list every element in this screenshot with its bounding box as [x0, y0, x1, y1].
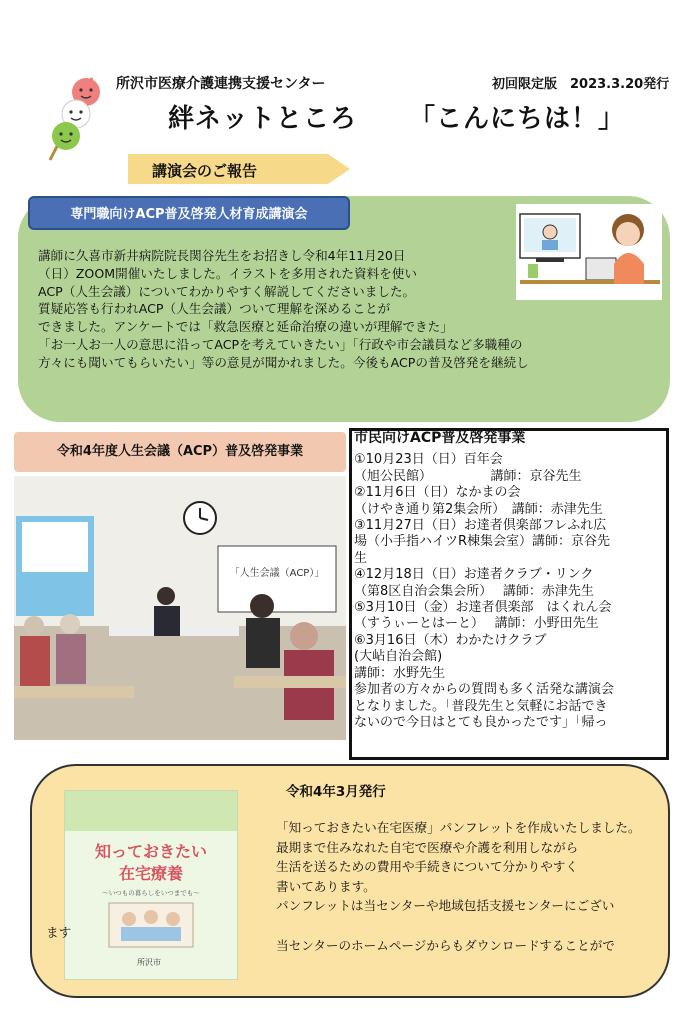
- text-line: 書いてあります。: [276, 878, 376, 894]
- text-line: 場（小手指ハイツR棟集会室）講師：京谷先: [354, 534, 611, 550]
- professional-seminar-body: [38, 247, 668, 372]
- text-line: ④12月18日（日）お達者クラブ・リンク: [354, 567, 594, 583]
- title-right: 「こんにちは！」: [409, 104, 626, 134]
- text-line: （旭公民館） 講師：京谷先生: [354, 468, 582, 484]
- text-line: 「お一人お一人の意思に沿ってACPを考えていきたい」「行政や市会議員など多職種の: [38, 336, 523, 352]
- report-heading: [128, 154, 350, 184]
- pamphlet-body: [276, 818, 676, 955]
- screen-text: 「人生会議（ACP）」: [229, 568, 325, 579]
- text-line: 最期まで住みなれた自宅で医療や介護を利用しながら: [276, 839, 579, 855]
- pamphlet-date: 令和4年3月発行: [286, 784, 386, 800]
- citizen-acp-body: [354, 430, 672, 731]
- text-line: ないので今日はとても良かったです」「帰っ: [354, 714, 608, 730]
- text-line: [276, 916, 676, 936]
- text-line: （けやき通り第2集会所） 講師：赤津先生: [354, 501, 603, 517]
- text-line: ⑤3月10日（金）お達者倶楽部 はくれん会: [354, 600, 612, 616]
- text-line: ACP（人生会議）についてわかりやすく解説してくださいました。: [38, 283, 416, 299]
- text-line: 生: [354, 550, 368, 566]
- newsletter-title: [168, 98, 625, 135]
- text-line: となりました。「普段先生と気軽にお話でき: [354, 698, 608, 714]
- text-line: できました。アンケートでは「救急医療と延命治療の違いが理解できた」: [38, 319, 453, 335]
- text-line: 生活を送るための費用や手続きについて分かりやすく: [276, 859, 578, 875]
- text-line: 「知っておきたい在宅医療」パンフレットを作成いたしました。: [276, 820, 641, 835]
- text-line: 講師に久喜市新井病院院長関谷先生をお招きし令和4年11月20日: [38, 248, 406, 263]
- citizen-acp-title: 市民向けACP普及啓発事業: [354, 430, 526, 446]
- dango-logo-icon: [40, 72, 110, 164]
- text-line: 質疑応答も行われACP（人生会議）ついて理解を深めることが: [38, 301, 391, 317]
- booklet-subtitle: ～いつもの暮らしをいつまでも～: [102, 889, 200, 897]
- text-line: （すうぃーとはーと） 講師：小野田先生: [354, 616, 599, 632]
- truncated-text: ます: [46, 925, 72, 940]
- text-line: 参加者の方々からの質問も多く活発な講演会: [354, 682, 615, 698]
- booklet-title-line1: 知っておきたい: [94, 842, 208, 861]
- text-line: パンフレットは当センターや地域包括支援センターにござい: [276, 898, 615, 914]
- report-heading-text: 講演会のご報告: [152, 162, 258, 180]
- text-line: 当センターのホームページからもダウンロードすることがで: [276, 937, 615, 953]
- text-line: ③11月27日（日）お達者倶楽部フレふれ広: [354, 518, 607, 534]
- title-left: 絆ネットところ: [168, 104, 358, 134]
- text-line: （第8区自治会集会所） 講師：赤津先生: [354, 583, 594, 599]
- text-line: 方々にも聞いてもらいたい」等の意見が聞かれました。今後もACPの普及啓発を継続し: [38, 354, 529, 370]
- organization-name: 所沢市医療介護連携支援センター: [116, 76, 326, 92]
- text-line: ①10月23日（日）百年会: [354, 452, 503, 468]
- acp-project-tag: 令和4年度人生会議（ACP）普及啓発事業: [14, 432, 346, 472]
- booklet-city: 所沢市: [137, 958, 161, 967]
- booklet-title-line2: 在宅療養: [118, 864, 184, 883]
- seminar-photo: [14, 476, 346, 740]
- edition-date: 初回限定版 2023.3.20発行: [492, 77, 670, 92]
- professional-seminar-tag: 専門職向けACP普及啓発人材育成講演会: [28, 196, 350, 230]
- booklet-cover: [64, 790, 238, 980]
- text-line: ②11月6日（日）なかまの会: [354, 485, 521, 501]
- text-line: （日）ZOOM開催いたしました。イラストを多用された資料を使い: [38, 265, 417, 281]
- text-line: 講師：水野先生: [354, 665, 446, 681]
- text-line: ⑥3月16日（木）わかたけクラブ: [354, 632, 547, 648]
- text-line: (大岾自治会館): [354, 649, 443, 665]
